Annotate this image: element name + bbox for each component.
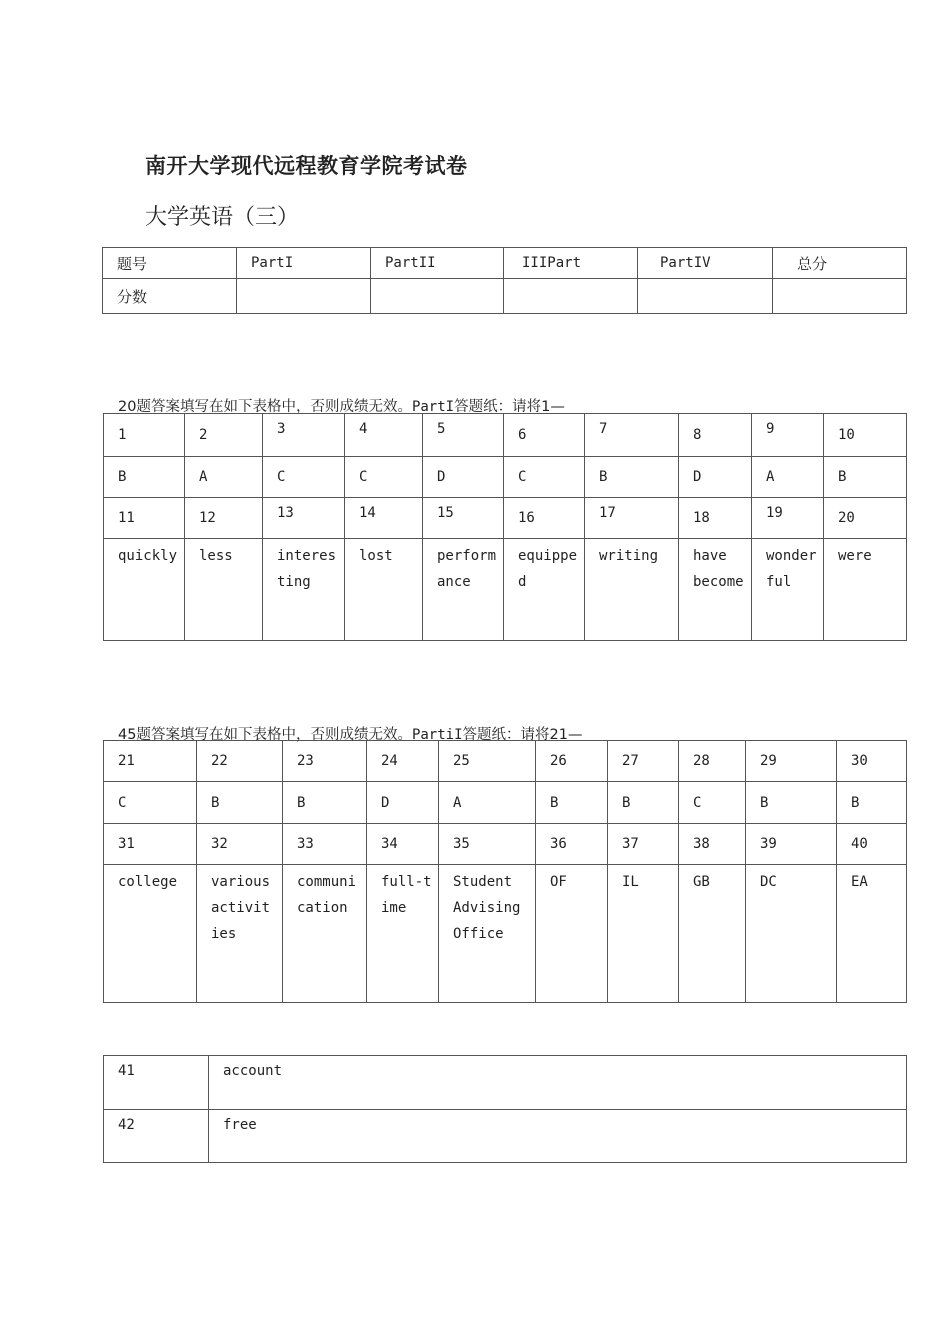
score-cell-part4[interactable]	[638, 279, 773, 314]
part3-answer-41[interactable]: account	[209, 1056, 907, 1110]
part2-q-num-3: 23	[283, 741, 367, 782]
part1-q-num-4: 4	[345, 414, 423, 457]
part1-q2-answer-3[interactable]: interes ting	[263, 539, 345, 641]
part2-q-answer-10[interactable]: B	[837, 782, 907, 824]
part1-q2-num-3: 13	[263, 498, 345, 539]
part1-q-num-8: 8	[679, 414, 752, 457]
part2-q-answer-9[interactable]: B	[746, 782, 837, 824]
part3-answer-42[interactable]: free	[209, 1110, 907, 1163]
part1-q-answer-3[interactable]: C	[263, 457, 345, 498]
part2-q-answer-4[interactable]: D	[367, 782, 439, 824]
part1-q2-num-5: 15	[423, 498, 504, 539]
part1-q-num-1: 1	[104, 414, 185, 457]
part2-q-answer-5[interactable]: A	[439, 782, 536, 824]
part2-q2-num-10: 40	[837, 824, 907, 865]
score-header-part3: IIIPart	[504, 248, 638, 279]
part2-caption-b: PartiI	[411, 727, 463, 743]
part1-q-num-10: 10	[824, 414, 907, 457]
score-header-part4: PartIV	[638, 248, 773, 279]
score-header-total: 总分	[773, 248, 907, 279]
part1-q2-answer-1[interactable]: quickly	[104, 539, 185, 641]
part1-q2-num-4: 14	[345, 498, 423, 539]
part1-caption-b: PartI	[411, 399, 455, 415]
part1-q2-answer-10[interactable]: were	[824, 539, 907, 641]
part1-caption-c: 答题纸：请将1—	[454, 399, 565, 415]
part2-q2-num-7: 37	[608, 824, 679, 865]
part1-q-answer-10[interactable]: B	[824, 457, 907, 498]
part1-q-num-3: 3	[263, 414, 345, 457]
part1-caption-a: 20题答案填写在如下表格中，否则成绩无效。	[118, 399, 412, 415]
part1-q-answer-2[interactable]: A	[185, 457, 263, 498]
score-cell-total[interactable]	[773, 279, 907, 314]
part2-q-num-4: 24	[367, 741, 439, 782]
part2-q-num-6: 26	[536, 741, 608, 782]
part2-q-num-8: 28	[679, 741, 746, 782]
part2-q2-num-2: 32	[197, 824, 283, 865]
part1-answer-table	[103, 413, 907, 641]
part2-caption-a: 45题答案填写在如下表格中，否则成绩无效。	[118, 727, 412, 743]
part1-q2-answer-2[interactable]: less	[185, 539, 263, 641]
part1-q-answer-8[interactable]: D	[679, 457, 752, 498]
part1-q2-answer-8[interactable]: have become	[679, 539, 752, 641]
part2-q-answer-8[interactable]: C	[679, 782, 746, 824]
score-cell-part1[interactable]	[237, 279, 371, 314]
part2-q2-answer-10[interactable]: EA	[837, 865, 907, 1003]
part2-answer-table	[103, 740, 907, 1003]
part2-q2-num-5: 35	[439, 824, 536, 865]
part1-q2-num-6: 16	[504, 498, 585, 539]
part1-q-answer-9[interactable]: A	[752, 457, 824, 498]
part2-q2-num-6: 36	[536, 824, 608, 865]
part2-q-num-5: 25	[439, 741, 536, 782]
score-row-label: 分数	[103, 279, 237, 314]
part2-q-num-10: 30	[837, 741, 907, 782]
part1-q-answer-5[interactable]: D	[423, 457, 504, 498]
part2-q2-answer-2[interactable]: various activit ies	[197, 865, 283, 1003]
part2-caption-c: 答题纸：请将21—	[462, 727, 583, 743]
part2-q2-answer-1[interactable]: college	[104, 865, 197, 1003]
part1-q-answer-1[interactable]: B	[104, 457, 185, 498]
score-cell-part3[interactable]	[504, 279, 638, 314]
part1-q2-num-7: 17	[585, 498, 679, 539]
part1-q2-num-1: 11	[104, 498, 185, 539]
part2-q2-answer-8[interactable]: GB	[679, 865, 746, 1003]
part1-q2-num-2: 12	[185, 498, 263, 539]
part3-num-41: 41	[104, 1056, 209, 1110]
part2-q-answer-7[interactable]: B	[608, 782, 679, 824]
part3-answer-table	[103, 1055, 907, 1163]
part1-q2-answer-9[interactable]: wonder ful	[752, 539, 824, 641]
part1-q2-num-9: 19	[752, 498, 824, 539]
part1-q-num-2: 2	[185, 414, 263, 457]
part1-q2-answer-7[interactable]: writing	[585, 539, 679, 641]
part2-q-answer-6[interactable]: B	[536, 782, 608, 824]
part1-q2-num-8: 18	[679, 498, 752, 539]
part1-q-answer-6[interactable]: C	[504, 457, 585, 498]
part1-q2-answer-4[interactable]: lost	[345, 539, 423, 641]
score-header-part2: PartII	[371, 248, 504, 279]
part2-q2-num-9: 39	[746, 824, 837, 865]
part1-q2-answer-6[interactable]: equippe d	[504, 539, 585, 641]
score-header-number: 题号	[103, 248, 237, 279]
part1-q-num-7: 7	[585, 414, 679, 457]
part2-q2-answer-7[interactable]: IL	[608, 865, 679, 1003]
part1-q-num-9: 9	[752, 414, 824, 457]
part2-q-answer-3[interactable]: B	[283, 782, 367, 824]
part2-q-num-7: 27	[608, 741, 679, 782]
part2-q-num-2: 22	[197, 741, 283, 782]
part1-q-answer-7[interactable]: B	[585, 457, 679, 498]
part1-q2-answer-5[interactable]: perform ance	[423, 539, 504, 641]
part2-q-answer-2[interactable]: B	[197, 782, 283, 824]
part2-q2-answer-9[interactable]: DC	[746, 865, 837, 1003]
score-cell-part2[interactable]	[371, 279, 504, 314]
part1-q-num-6: 6	[504, 414, 585, 457]
part2-q-num-1: 21	[104, 741, 197, 782]
part1-q-answer-4[interactable]: C	[345, 457, 423, 498]
part1-q2-num-10: 20	[824, 498, 907, 539]
part2-q2-answer-6[interactable]: OF	[536, 865, 608, 1003]
part2-q-num-9: 29	[746, 741, 837, 782]
score-header-part1: PartI	[237, 248, 371, 279]
part2-q2-answer-5[interactable]: Student Advising Office	[439, 865, 536, 1003]
exam-title: 南开大学现代远程教育学院考试卷	[145, 154, 468, 178]
part2-q2-answer-4[interactable]: full-t ime	[367, 865, 439, 1003]
part2-q2-num-3: 33	[283, 824, 367, 865]
part2-q2-num-4: 34	[367, 824, 439, 865]
part2-q2-num-1: 31	[104, 824, 197, 865]
course-subtitle: 大学英语（三）	[145, 205, 300, 230]
part2-q2-answer-3[interactable]: communi cation	[283, 865, 367, 1003]
part1-q-num-5: 5	[423, 414, 504, 457]
part2-q-answer-1[interactable]: C	[104, 782, 197, 824]
score-table	[102, 247, 907, 314]
part3-num-42: 42	[104, 1110, 209, 1163]
part2-q2-num-8: 38	[679, 824, 746, 865]
